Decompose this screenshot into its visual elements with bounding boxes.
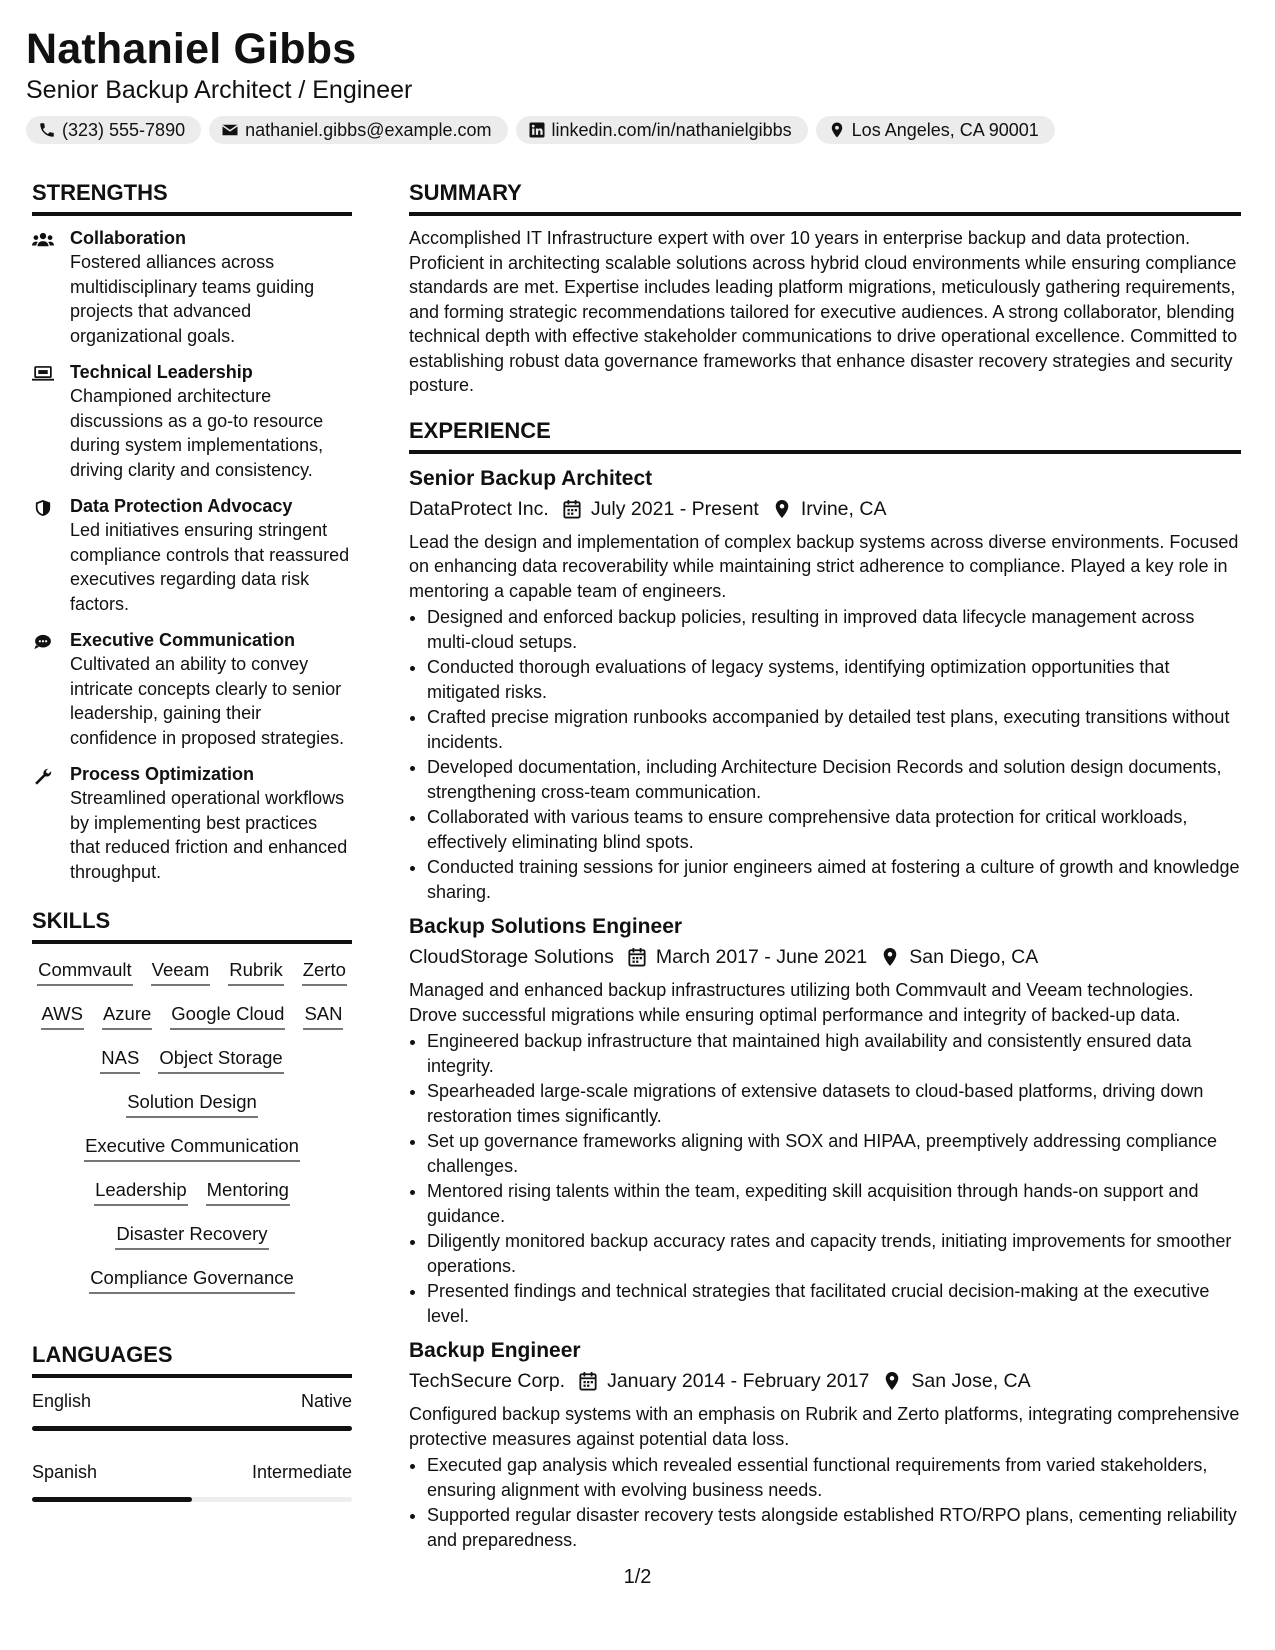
job-bullet: • Conducted training sessions for junior engineers aimed at fostering a culture of growth and knowledge sharing.	[427, 855, 1241, 904]
job-bullets	[409, 1029, 1241, 1328]
skill-tag: NAS	[100, 1046, 140, 1074]
skill-tag: Leadership	[94, 1178, 188, 1206]
job-bullet: • Presented findings and technical strategies that facilitated crucial decision-making at the executive level.	[427, 1279, 1241, 1328]
envelope-icon	[221, 121, 239, 139]
job-dates: January 2014 - February 2017	[607, 1370, 870, 1392]
job-bullets	[409, 1453, 1241, 1552]
contact-phone-text: (323) 555-7890	[62, 119, 186, 140]
skill-tag: Object Storage	[158, 1046, 283, 1074]
strength-text: Streamlined operational workflows by implementing best practices that reduced friction and enhanced throughput.	[70, 788, 348, 882]
strength-text: Championed architecture discussions as a go-to resource during system implementations, driving clarity and consistency.	[70, 386, 324, 480]
job-bullet: • Collaborated with various teams to ensure comprehensive data protection for critical workloads, effectively eliminating blind spots.	[427, 805, 1241, 854]
job-description: Configured backup systems with an emphasis on Rubrik and Zerto platforms, integrating comprehensive protective measures against potential data loss.	[409, 1404, 1240, 1449]
job-bullet: • Spearheaded large-scale migrations of extensive datasets to cloud-based platforms, driving down restoration times significantly.	[427, 1079, 1241, 1128]
skill-tag: Google Cloud	[170, 1002, 285, 1030]
job-location: Irvine, CA	[800, 497, 887, 520]
job-bullets	[409, 605, 1241, 904]
job-location: San Diego, CA	[909, 946, 1039, 968]
job-bullet: • Conducted thorough evaluations of legacy systems, identifying optimization opportunities that mitigated risks.	[427, 655, 1241, 704]
wrench-icon	[32, 767, 54, 785]
skill-tag: Azure	[102, 1002, 152, 1030]
map-pin-icon	[881, 947, 899, 967]
job-bullet: • Crafted precise migration runbooks accompanied by detailed test plans, executing transitions without incidents.	[427, 705, 1241, 754]
job-company: DataProtect Inc.	[409, 497, 549, 520]
strength-title: Executive Communication	[70, 630, 296, 650]
skill-tag: Mentoring	[206, 1178, 290, 1206]
job-bullet: • Mentored rising talents within the team, expediting skill acquisition through hands-on support and guidance.	[427, 1179, 1241, 1228]
skill-tag: Compliance Governance	[89, 1266, 295, 1294]
skill-tag: Commvault	[37, 958, 133, 986]
job-meta	[409, 942, 1241, 972]
job-bullet: • Diligently monitored backup accuracy rates and capacity trends, initiating improvements for smoother operations.	[427, 1229, 1241, 1278]
strength-title: Technical Leadership	[70, 362, 253, 382]
contact-email[interactable]	[209, 116, 507, 144]
language-level: Native	[300, 1391, 352, 1411]
strength-title: Data Protection Advocacy	[70, 496, 293, 516]
contact-linkedin-text: linkedin.com/in/nathanielgibbs	[551, 119, 792, 140]
right-column	[409, 178, 1241, 1560]
job-description: Lead the design and implementation of complex backup systems across diverse environments. Focused on enhancing data recoverability while maintaining strict adherence to compliance. Played a key role in mentoring a capable team of engineers.	[409, 531, 1239, 601]
job-dates: July 2021 - Present	[590, 497, 759, 520]
language-level: Intermediate	[251, 1462, 352, 1482]
experience-entry	[409, 464, 1241, 905]
job-meta	[409, 494, 1241, 524]
job-company: TechSecure Corp.	[409, 1370, 566, 1392]
job-company: CloudStorage Solutions	[409, 946, 614, 968]
language-item	[32, 1459, 352, 1502]
page-number: 1/2	[623, 1566, 652, 1588]
chat-icon	[32, 633, 54, 651]
shield-icon	[32, 499, 54, 517]
strength-item	[32, 628, 352, 750]
candidate-name: Nathaniel Gibbs	[26, 25, 357, 73]
strength-item	[32, 762, 352, 884]
summary-text: Accomplished IT Infrastructure expert with over 10 years in enterprise backup and data protection. Proficient in architecting scalable solutions across hybrid cloud environments while ensuring compliance standards are met. Expertise includes leading platform migrations, meticulously gathering requirements, and forming strategic recommendations tailored for executive audiences. A strong collaborator, blending technical depth with effective stakeholder communications to drive operational excellence. Committed to establishing robust data governance frameworks that enhance disaster recovery strategies and security posture.	[409, 228, 1238, 395]
contact-phone[interactable]	[26, 116, 201, 144]
contact-location-text: Los Angeles, CA 90001	[851, 119, 1039, 140]
experience-entry	[409, 1336, 1241, 1552]
strength-text: Fostered alliances across multidisciplinary teams guiding projects that advanced organizational goals.	[70, 252, 315, 346]
map-pin-icon	[828, 121, 846, 139]
experience-list	[409, 464, 1241, 1553]
phone-icon	[38, 121, 56, 139]
strength-text: Led initiatives ensuring stringent compliance controls that reassured executives regarding data risk factors.	[70, 520, 350, 614]
summary-heading: SUMMARY	[409, 178, 1241, 216]
skill-tag: AWS	[41, 1002, 84, 1030]
job-location: San Jose, CA	[911, 1370, 1031, 1392]
strength-title: Process Optimization	[70, 764, 255, 784]
language-proficiency-fill	[32, 1497, 192, 1502]
contact-email-text: nathaniel.gibbs@example.com	[245, 119, 492, 140]
strength-title: Collaboration	[70, 228, 186, 248]
calendar-icon	[563, 499, 581, 519]
skill-tag: Veeam	[151, 958, 211, 986]
skills-list	[32, 958, 352, 1294]
skill-tag: Disaster Recovery	[115, 1222, 268, 1250]
skill-tag: Solution Design	[126, 1090, 258, 1118]
strength-item	[32, 226, 352, 348]
calendar-icon	[579, 1371, 597, 1391]
job-bullet: • Designed and enforced backup policies, resulting in improved data lifecycle management across multi-cloud setups.	[427, 605, 1241, 654]
resume-header	[26, 22, 1249, 144]
language-item	[32, 1388, 352, 1431]
job-meta	[409, 1366, 1241, 1396]
left-column	[32, 178, 352, 1502]
job-dates: March 2017 - June 2021	[655, 946, 868, 968]
contact-location[interactable]	[816, 116, 1055, 144]
skill-tag: Executive Communication	[84, 1134, 300, 1162]
language-name: English	[32, 1391, 92, 1411]
candidate-title: Senior Backup Architect / Engineer	[26, 76, 413, 104]
job-bullet: • Executed gap analysis which revealed essential functional requirements from varied stakeholders, ensuring alignment with evolving business needs.	[427, 1453, 1241, 1502]
job-description: Managed and enhanced backup infrastructures utilizing both Commvault and Veeam technologies. Drove successful migrations while ensuring optimal performance and integrity of backed-up data.	[409, 980, 1194, 1025]
map-pin-icon	[883, 1371, 901, 1391]
language-proficiency-bar	[32, 1426, 352, 1431]
job-bullet: • Engineered backup infrastructure that maintained high availability and consistently ensured data integrity.	[427, 1029, 1241, 1078]
job-bullet: • Supported regular disaster recovery tests alongside established RTO/RPO plans, cementing reliability and preparedness.	[427, 1503, 1241, 1552]
job-title: Senior Backup Architect	[409, 466, 653, 490]
skill-tag: Rubrik	[228, 958, 283, 986]
language-proficiency-fill	[32, 1426, 352, 1431]
strengths-heading: STRENGTHS	[32, 178, 352, 216]
strength-text: Cultivated an ability to convey intricate concepts clearly to senior leadership, gaining their confidence in proposed strategies.	[70, 654, 345, 748]
languages-heading: LANGUAGES	[32, 1340, 352, 1378]
experience-entry	[409, 912, 1241, 1328]
language-name: Spanish	[32, 1462, 98, 1482]
skills-heading: SKILLS	[32, 906, 352, 944]
strength-item	[32, 494, 352, 616]
job-title: Backup Engineer	[409, 1339, 581, 1362]
laptop-icon	[32, 365, 54, 383]
job-bullet: • Set up governance frameworks aligning with SOX and HIPAA, preemptively addressing compliance challenges.	[427, 1129, 1241, 1178]
strength-item	[32, 360, 352, 482]
map-pin-icon	[773, 499, 791, 519]
experience-heading: EXPERIENCE	[409, 416, 1241, 454]
linkedin-icon	[528, 121, 546, 139]
skill-tag: Zerto	[302, 958, 347, 986]
job-bullet: • Developed documentation, including Architecture Decision Records and solution design documents, strengthening cross-team communication.	[427, 755, 1241, 804]
job-title: Backup Solutions Engineer	[409, 915, 683, 938]
skill-tag: SAN	[303, 1002, 343, 1030]
contact-bar	[26, 116, 1249, 144]
calendar-icon	[628, 947, 646, 967]
contact-linkedin[interactable]	[516, 116, 808, 144]
users-icon	[32, 231, 54, 249]
language-proficiency-bar	[32, 1497, 352, 1502]
